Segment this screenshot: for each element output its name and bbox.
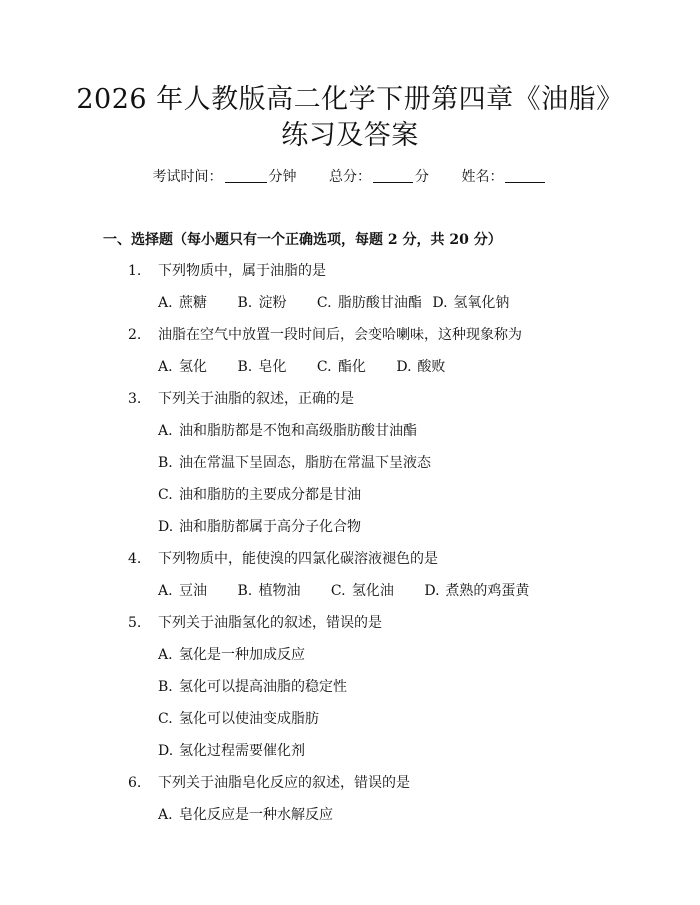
question-3 <box>128 389 354 409</box>
exam-time-label: 考试时间： <box>152 169 223 185</box>
question-text: 下列关于油脂皂化反应的叙述，错误的是 <box>158 775 410 791</box>
option-a: A. 蔗糖 <box>158 295 207 311</box>
option-d: D. 煮熟的鸡蛋黄 <box>424 583 530 599</box>
exam-time-unit: 分钟 <box>268 169 297 185</box>
question-4-options <box>158 581 529 601</box>
total-score-unit: 分 <box>415 169 429 185</box>
total-score-label: 总分： <box>329 169 371 185</box>
option-c: C. 脂肪酸甘油酯 <box>316 295 422 311</box>
section-heading: 一、选择题（每小题只有一个正确选项，每题 2 分，共 20 分） <box>103 232 502 248</box>
option-a: A. 豆油 <box>158 583 207 599</box>
question-number: 6. <box>128 775 142 791</box>
student-name-field <box>461 167 547 187</box>
option-b: B. 植物油 <box>237 583 301 599</box>
question-text: 下列关于油脂的叙述，正确的是 <box>158 391 354 407</box>
student-name-blank <box>505 168 545 183</box>
option-d: D. 油和脂肪都属于高分子化合物 <box>158 519 361 535</box>
question-number: 1. <box>128 263 142 279</box>
question-1-options <box>158 293 509 313</box>
option-d: D. 氢氧化钠 <box>432 295 510 311</box>
question-text: 下列物质中，属于油脂的是 <box>158 263 326 279</box>
question-5-option-a <box>158 645 305 665</box>
question-number: 3. <box>128 391 142 407</box>
option-d: D. 氢化过程需要催化剂 <box>158 743 305 759</box>
option-b: B. 皂化 <box>237 359 287 375</box>
question-1 <box>128 261 326 281</box>
question-5 <box>128 613 382 633</box>
question-3-option-d <box>158 517 361 537</box>
option-a: A. 油和脂肪都是不饱和高级脂肪酸甘油酯 <box>158 423 417 439</box>
question-6 <box>128 773 410 793</box>
question-3-option-c <box>158 485 361 505</box>
option-a: A. 氢化 <box>158 359 207 375</box>
question-3-option-b <box>158 453 431 473</box>
student-name-label: 姓名： <box>461 169 504 185</box>
question-text: 下列关于油脂氢化的叙述，错误的是 <box>158 615 382 631</box>
question-4 <box>128 549 438 569</box>
question-6-option-a <box>158 805 333 825</box>
document-title-line-2: 练习及答案 <box>281 120 419 151</box>
option-c: C. 氢化可以使油变成脂肪 <box>158 711 319 727</box>
option-d: D. 酸败 <box>396 359 446 375</box>
option-b: B. 淀粉 <box>237 295 287 311</box>
option-b: B. 油在常温下呈固态，脂肪在常温下呈液态 <box>158 455 431 471</box>
question-2-options <box>158 357 445 377</box>
question-3-option-a <box>158 421 417 441</box>
question-number: 5. <box>128 615 142 631</box>
option-c: C. 酯化 <box>316 359 366 375</box>
total-score-field <box>329 167 429 187</box>
option-c: C. 氢化油 <box>330 583 394 599</box>
exam-time-blank <box>225 168 267 183</box>
exam-info-line <box>0 167 700 187</box>
question-2 <box>128 325 522 345</box>
option-a: A. 氢化是一种加成反应 <box>158 647 305 663</box>
question-number: 2. <box>128 327 142 343</box>
option-a: A. 皂化反应是一种水解反应 <box>158 807 333 823</box>
question-text: 油脂在空气中放置一段时间后，会变哈喇味，这种现象称为 <box>158 327 522 343</box>
document-title-line-1: 2026 年人教版高二化学下册第四章《油脂》 <box>76 84 624 115</box>
question-number: 4. <box>128 551 142 567</box>
question-text: 下列物质中，能使溴的四氯化碳溶液褪色的是 <box>158 551 438 567</box>
exam-time-field <box>153 167 297 187</box>
question-5-option-d <box>158 741 305 761</box>
question-5-option-c <box>158 709 319 729</box>
total-score-blank <box>373 168 413 183</box>
question-5-option-b <box>158 677 347 697</box>
option-c: C. 油和脂肪的主要成分都是甘油 <box>158 487 361 503</box>
option-b: B. 氢化可以提高油脂的稳定性 <box>158 679 347 695</box>
